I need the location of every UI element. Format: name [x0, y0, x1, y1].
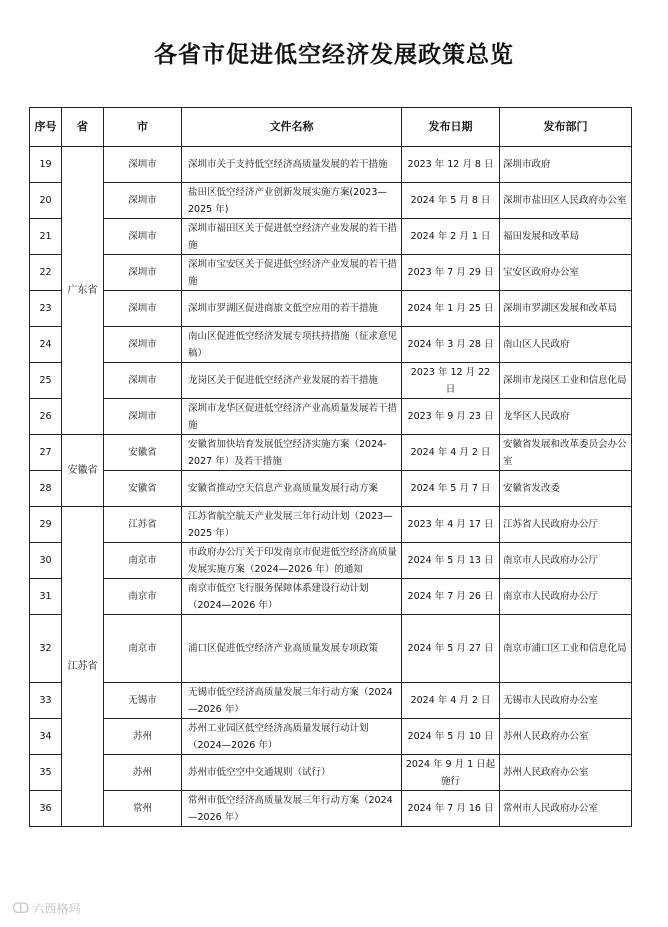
table-row [30, 719, 632, 755]
cell-city: 深圳市 [104, 363, 182, 399]
logo-icon: ↀ [12, 900, 30, 917]
cell-seq: 26 [30, 399, 62, 435]
cell-city: 深圳市 [104, 255, 182, 291]
cell-seq: 20 [30, 183, 62, 219]
cell-doc: 常州市低空经济高质量发展三年行动方案（2024—2026 年） [182, 791, 402, 827]
cell-province: 安徽省 [62, 435, 104, 507]
cell-dept: 南京市人民政府办公厅 [500, 543, 632, 579]
cell-seq: 32 [30, 615, 62, 683]
cell-dept: 无锡市人民政府办公室 [500, 683, 632, 719]
table-row [30, 615, 632, 683]
cell-date: 2024 年 5 月 10 日 [402, 719, 500, 755]
policy-table [29, 107, 632, 827]
cell-date: 2024 年 7 月 26 日 [402, 579, 500, 615]
cell-seq: 19 [30, 147, 62, 183]
cell-date: 2023 年 12 月 8 日 [402, 147, 500, 183]
cell-doc: 深圳市罗湖区促进商旅文低空应用的若干措施 [182, 291, 402, 327]
cell-dept: 安徽省发展和改革委员会办公室 [500, 435, 632, 471]
cell-seq: 25 [30, 363, 62, 399]
cell-dept: 安徽省发改委 [500, 471, 632, 507]
table-row [30, 399, 632, 435]
table-row [30, 291, 632, 327]
table-row [30, 755, 632, 791]
cell-dept: 南山区人民政府 [500, 327, 632, 363]
cell-doc: 苏州工业园区低空经济高质量发展行动计划（2024—2026 年） [182, 719, 402, 755]
cell-date: 2023 年 12 月 22 日 [402, 363, 500, 399]
cell-doc: 浦口区促进低空经济产业高质量发展专项政策 [182, 615, 402, 683]
table-row [30, 471, 632, 507]
table-row [30, 147, 632, 183]
cell-city: 深圳市 [104, 183, 182, 219]
cell-city: 无锡市 [104, 683, 182, 719]
cell-doc: 安徽省推动空天信息产业高质量发展行动方案 [182, 471, 402, 507]
table-row [30, 543, 632, 579]
cell-date: 2024 年 9 月 1 日起施行 [402, 755, 500, 791]
cell-dept: 深圳市龙岗区工业和信息化局 [500, 363, 632, 399]
cell-dept: 福田发展和改革局 [500, 219, 632, 255]
table-row [30, 363, 632, 399]
cell-dept: 龙华区人民政府 [500, 399, 632, 435]
table-row [30, 435, 632, 471]
cell-doc: 深圳市宝安区关于促进低空经济产业发展的若干措施 [182, 255, 402, 291]
cell-city: 安徽省 [104, 471, 182, 507]
cell-city: 南京市 [104, 615, 182, 683]
cell-date: 2023 年 9 月 23 日 [402, 399, 500, 435]
cell-city: 苏州 [104, 719, 182, 755]
table-row [30, 507, 632, 543]
cell-dept: 江苏省人民政府办公厅 [500, 507, 632, 543]
cell-city: 南京市 [104, 579, 182, 615]
cell-city: 江苏省 [104, 507, 182, 543]
cell-city: 深圳市 [104, 399, 182, 435]
cell-doc: 盐田区低空经济产业创新发展实施方案(2023—2025 年) [182, 183, 402, 219]
table-row [30, 579, 632, 615]
header-province: 省 [62, 108, 104, 147]
cell-dept: 深圳市罗湖区发展和改革局 [500, 291, 632, 327]
table-row [30, 255, 632, 291]
cell-date: 2024 年 1 月 25 日 [402, 291, 500, 327]
cell-city: 深圳市 [104, 219, 182, 255]
watermark [12, 900, 80, 917]
cell-dept: 深圳市盐田区人民政府办公室 [500, 183, 632, 219]
table-row [30, 183, 632, 219]
cell-seq: 21 [30, 219, 62, 255]
cell-doc: 深圳市龙华区促进低空经济产业高质量发展若干措施 [182, 399, 402, 435]
cell-date: 2024 年 3 月 28 日 [402, 327, 500, 363]
cell-doc: 市政府办公厅关于印发南京市促进低空经济高质量发展实施方案（2024—2026 年）的通知 [182, 543, 402, 579]
watermark-text: 六西格玛 [32, 902, 81, 916]
cell-date: 2024 年 4 月 2 日 [402, 683, 500, 719]
cell-seq: 33 [30, 683, 62, 719]
cell-doc: 深圳市福田区关于促进低空经济产业发展的若干措施 [182, 219, 402, 255]
cell-seq: 35 [30, 755, 62, 791]
cell-seq: 36 [30, 791, 62, 827]
cell-doc: 南山区促进低空经济发展专项扶持措施（征求意见稿） [182, 327, 402, 363]
cell-seq: 23 [30, 291, 62, 327]
cell-seq: 22 [30, 255, 62, 291]
cell-city: 南京市 [104, 543, 182, 579]
cell-seq: 28 [30, 471, 62, 507]
table-row [30, 791, 632, 827]
cell-date: 2023 年 4 月 17 日 [402, 507, 500, 543]
cell-seq: 27 [30, 435, 62, 471]
cell-city: 深圳市 [104, 147, 182, 183]
cell-seq: 31 [30, 579, 62, 615]
header-doc: 文件名称 [182, 108, 402, 147]
cell-date: 2023 年 7 月 29 日 [402, 255, 500, 291]
cell-date: 2024 年 4 月 2 日 [402, 435, 500, 471]
cell-dept: 苏州人民政府办公室 [500, 719, 632, 755]
cell-date: 2024 年 7 月 16 日 [402, 791, 500, 827]
header-dept: 发布部门 [500, 108, 632, 147]
cell-city: 苏州 [104, 755, 182, 791]
cell-seq: 24 [30, 327, 62, 363]
cell-date: 2024 年 5 月 7 日 [402, 471, 500, 507]
cell-seq: 29 [30, 507, 62, 543]
table-row [30, 219, 632, 255]
cell-city: 深圳市 [104, 291, 182, 327]
cell-seq: 34 [30, 719, 62, 755]
cell-dept: 南京市浦口区工业和信息化局 [500, 615, 632, 683]
cell-doc: 无锡市低空经济高质量发展三年行动方案（2024—2026 年） [182, 683, 402, 719]
cell-date: 2024 年 5 月 13 日 [402, 543, 500, 579]
cell-doc: 龙岗区关于促进低空经济产业发展的若干措施 [182, 363, 402, 399]
cell-province: 广东省 [62, 147, 104, 435]
cell-doc: 江苏省航空航天产业发展三年行动计划（2023—2025 年） [182, 507, 402, 543]
cell-dept: 南京市人民政府办公厅 [500, 579, 632, 615]
cell-city: 常州 [104, 791, 182, 827]
cell-city: 安徽省 [104, 435, 182, 471]
page-title: 各省市促进低空经济发展政策总览 [154, 41, 514, 68]
cell-date: 2024 年 5 月 8 日 [402, 183, 500, 219]
table-row [30, 327, 632, 363]
cell-date: 2024 年 5 月 27 日 [402, 615, 500, 683]
cell-doc: 安徽省加快培育发展低空经济实施方案（2024-2027 年）及若干措施 [182, 435, 402, 471]
cell-province: 江苏省 [62, 507, 104, 827]
table-row [30, 683, 632, 719]
cell-city: 深圳市 [104, 327, 182, 363]
cell-dept: 深圳市政府 [500, 147, 632, 183]
cell-date: 2024 年 2 月 1 日 [402, 219, 500, 255]
header-seq: 序号 [30, 108, 62, 147]
cell-dept: 常州市人民政府办公室 [500, 791, 632, 827]
header-city: 市 [104, 108, 182, 147]
cell-seq: 30 [30, 543, 62, 579]
cell-doc: 深圳市关于支持低空经济高质量发展的若干措施 [182, 147, 402, 183]
cell-doc: 南京市低空飞行服务保障体系建设行动计划（2024—2026 年） [182, 579, 402, 615]
cell-dept: 宝安区政府办公室 [500, 255, 632, 291]
header-date: 发布日期 [402, 108, 500, 147]
cell-doc: 苏州市低空空中交通规则（试行） [182, 755, 402, 791]
table-header-row [30, 108, 632, 147]
cell-dept: 苏州人民政府办公室 [500, 755, 632, 791]
